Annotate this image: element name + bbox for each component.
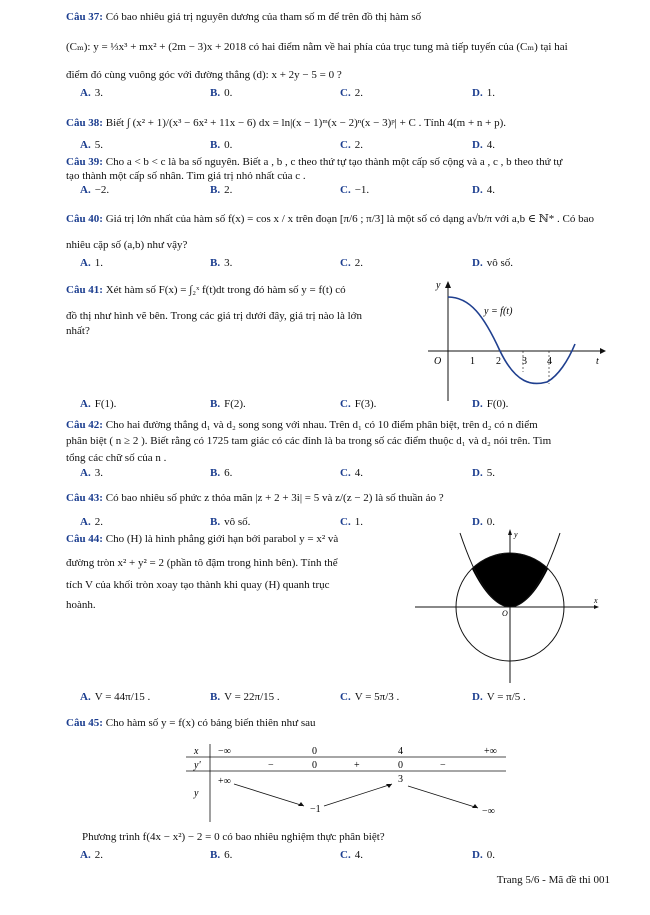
q43-option-c[interactable]: C. 1. — [340, 516, 363, 528]
q45-option-b[interactable]: B. 6. — [210, 849, 233, 861]
q43-text1: Có bao nhiêu số phức z thỏa mãn |z + 2 + 3i| = 5 và z/(z − 2) là số thuần ảo ? — [105, 492, 444, 504]
q45-sign-1: − — [268, 760, 274, 771]
q38-option-c[interactable]: C. 2. — [340, 139, 363, 151]
q39-line1 — [66, 155, 620, 169]
q41-text1: Xét hàm số F(x) = ∫₂ˣ f(t)dt trong đó hàm số y = f(t) có — [105, 284, 346, 296]
q45-y-val-4: −∞ — [482, 806, 495, 817]
q41-option-d[interactable]: D. F(0). — [472, 398, 509, 410]
q45-line2 — [82, 830, 620, 844]
q44-text4: hoành. — [66, 599, 96, 611]
q37-line1 — [66, 10, 620, 24]
q43-option-d[interactable]: D. 0. — [472, 516, 495, 528]
q41-text3: nhất? — [66, 325, 90, 337]
q38-option-d[interactable]: D. 4. — [472, 139, 495, 151]
q39-option-d[interactable]: D. 4. — [472, 184, 495, 196]
q40-line2 — [66, 238, 620, 252]
q45-text1: Cho hàm số y = f(x) có bảng biến thiên như sau — [105, 717, 316, 729]
q39-line2 — [66, 169, 620, 183]
q39-text1: Cho a < b < c là ba số nguyên. Biết a , b , c theo thứ tự tạo thành một cấp số cộng và a , c , b theo thứ tự — [105, 156, 563, 168]
q45-variation-table — [186, 744, 506, 822]
q41-origin: O — [434, 356, 442, 367]
q42-text3: tổng các chữ số của n . — [66, 452, 167, 464]
q43-label: Câu 43: — [66, 492, 103, 504]
q42-label: Câu 42: — [66, 419, 103, 431]
q44-x-arrow — [594, 605, 599, 609]
q41-option-c[interactable]: C. F(3). — [340, 398, 377, 410]
q44-shaded-region — [472, 553, 548, 607]
q44-option-c[interactable]: C. V = 5π/3 . — [340, 691, 400, 703]
q39-option-a[interactable]: A. −2. — [80, 184, 110, 196]
q41-tick-1: 1 — [470, 356, 475, 367]
q44-label: Câu 44: — [66, 533, 103, 545]
q42-line3 — [66, 451, 620, 465]
q41-option-a[interactable]: A. F(1). — [80, 398, 117, 410]
q45-label: Câu 45: — [66, 717, 103, 729]
q44-text1: Cho (H) là hình phẳng giới hạn bởi parabol y = x² và — [105, 533, 339, 545]
q40-option-c[interactable]: C. 2. — [340, 257, 363, 269]
q37-line3 — [66, 68, 620, 82]
q41-tick-4: 4 — [547, 356, 552, 367]
q44-text3: tích V của khối tròn xoay tạo thành khi quay (H) quanh trục — [66, 579, 330, 591]
q42-line1 — [66, 418, 620, 432]
q37-text3: điểm đó cùng vuông góc với đường thẳng (d): x + 2y − 5 = 0 ? — [66, 69, 342, 81]
q43-option-b[interactable]: B. vô số. — [210, 516, 251, 528]
q41-line2 — [66, 309, 400, 323]
q38-label: Câu 38: — [66, 117, 103, 129]
q37-option-d[interactable]: D. 1. — [472, 87, 495, 99]
q40-option-d[interactable]: D. vô số. — [472, 257, 513, 269]
q37-text1: Có bao nhiêu giá trị nguyên dương của tham số m để trên đồ thị hàm số — [105, 11, 422, 23]
q41-graph — [420, 276, 610, 406]
q37-text2: (Cₘ): y = ⅓x³ + mx² + (2m − 3)x + 2018 có hai điểm nằm về hai phía của trục tung mà tiếp tuyến của (Cₘ) tại hai — [66, 41, 568, 53]
q41-y-arrow — [445, 281, 451, 288]
q44-option-a[interactable]: A. V = 44π/15 . — [80, 691, 151, 703]
q45-option-d[interactable]: D. 0. — [472, 849, 495, 861]
q45-y-val-2: −1 — [310, 804, 321, 815]
q39-label: Câu 39: — [66, 156, 103, 168]
q45-option-a[interactable]: A. 2. — [80, 849, 103, 861]
q37-label: Câu 37: — [66, 11, 103, 23]
q42-text2: phân biệt ( n ≥ 2 ). Biết rằng có 1725 tam giác có các đỉnh là ba trong số các điểm thuộc d₁ và d₂ nói trên. Tìm — [66, 435, 552, 447]
q41-t-arrow — [600, 348, 606, 354]
q43-line1 — [66, 491, 620, 505]
q45-sign-2: 0 — [312, 760, 317, 771]
q41-line3 — [66, 324, 400, 338]
q42-line2 — [66, 434, 620, 448]
q41-y-label: y — [436, 280, 441, 291]
q45-x-val-2: 0 — [312, 746, 317, 757]
q44-y-arrow — [508, 529, 512, 535]
q40-label: Câu 40: — [66, 213, 103, 225]
q45-sign-3: + — [354, 760, 360, 771]
q44-line2 — [66, 556, 420, 570]
q41-option-b[interactable]: B. F(2). — [210, 398, 246, 410]
q40-text1: Giá trị lớn nhất của hàm số f(x) = cos x / x trên đoạn [π/6 ; π/3] là một số có dạng a√b/π với a,b ∈ ℕ* . Có bao — [105, 213, 594, 225]
q45-arrow-up — [324, 784, 392, 806]
q45-x-val-3: 4 — [398, 746, 403, 757]
q37-option-c[interactable]: C. 2. — [340, 87, 363, 99]
q45-x-val-4: +∞ — [484, 746, 497, 757]
q39-option-b[interactable]: B. 2. — [210, 184, 233, 196]
q37-option-a[interactable]: A. 3. — [80, 87, 103, 99]
q45-text2: Phương trình f(4x − x²) − 2 = 0 có bao nhiêu nghiệm thực phân biệt? — [82, 831, 385, 843]
q44-line3 — [66, 578, 420, 592]
q45-x-val-1: −∞ — [218, 746, 231, 757]
q45-option-c[interactable]: C. 4. — [340, 849, 363, 861]
q40-text2: nhiêu cặp số (a,b) như vậy? — [66, 239, 188, 251]
q44-x-label: x — [594, 596, 598, 605]
q45-sign-5: − — [440, 760, 446, 771]
q40-option-b[interactable]: B. 3. — [210, 257, 233, 269]
q41-curve-label: y = f(t) — [484, 306, 513, 317]
q44-line4 — [66, 598, 420, 612]
q44-option-b[interactable]: B. V = 22π/15 . — [210, 691, 280, 703]
q41-label: Câu 41: — [66, 284, 103, 296]
q38-option-a[interactable]: A. 5. — [80, 139, 103, 151]
q41-line1 — [66, 283, 400, 297]
q42-option-a[interactable]: A. 3. — [80, 467, 103, 479]
q37-option-b[interactable]: B. 0. — [210, 87, 233, 99]
q45-arrow-down-2 — [408, 786, 478, 808]
q44-line1 — [66, 532, 420, 546]
q41-tick-3: 3 — [522, 356, 527, 367]
q40-option-a[interactable]: A. 1. — [80, 257, 103, 269]
q38-line1 — [66, 116, 620, 130]
q45-line1 — [66, 716, 620, 730]
q40-line1 — [66, 212, 620, 226]
q44-origin: O — [502, 609, 508, 618]
q39-option-c[interactable]: C. −1. — [340, 184, 370, 196]
q45-y-label: y — [194, 788, 199, 799]
q45-arrow-down-1 — [234, 784, 304, 806]
q38-option-b[interactable]: B. 0. — [210, 139, 233, 151]
q42-option-c[interactable]: C. 4. — [340, 467, 363, 479]
q42-option-d[interactable]: D. 5. — [472, 467, 495, 479]
q44-graph — [410, 525, 605, 685]
q44-option-d[interactable]: D. V = π/5 . — [472, 691, 526, 703]
page-footer: Trang 5/6 - Mã đề thi 001 — [496, 874, 610, 886]
q39-text2: tạo thành một cấp số nhân. Tìm giá trị nhỏ nhất của c . — [66, 170, 306, 182]
q45-y-val-3: 3 — [398, 774, 403, 785]
q37-line2 — [66, 40, 620, 54]
q44-y-label: y — [514, 530, 518, 539]
q42-text1: Cho hai đường thẳng d₁ và d₂ song song với nhau. Trên d₁ có 10 điểm phân biệt, trên d₂ có n điểm — [105, 419, 538, 431]
q45-yp-label: y' — [194, 760, 201, 771]
q41-t-label: t — [596, 356, 599, 367]
q41-text2: đồ thị như hình vẽ bên. Trong các giá trị dưới đây, giá trị nào là lớn — [66, 310, 362, 322]
q43-option-a[interactable]: A. 2. — [80, 516, 103, 528]
q45-sign-4: 0 — [398, 760, 403, 771]
q45-y-val-1: +∞ — [218, 776, 231, 787]
q38-text1: Biết ∫ (x² + 1)/(x³ − 6x² + 11x − 6) dx = ln|(x − 1)ᵐ(x − 2)ⁿ(x − 3)ᵖ| + C . Tính 4(m + n + p). — [105, 117, 507, 129]
q42-option-b[interactable]: B. 6. — [210, 467, 233, 479]
q45-x-label: x — [194, 746, 199, 757]
q41-tick-2: 2 — [496, 356, 501, 367]
q44-text2: đường tròn x² + y² = 2 (phần tô đậm trong hình bên). Tính thể — [66, 557, 338, 569]
